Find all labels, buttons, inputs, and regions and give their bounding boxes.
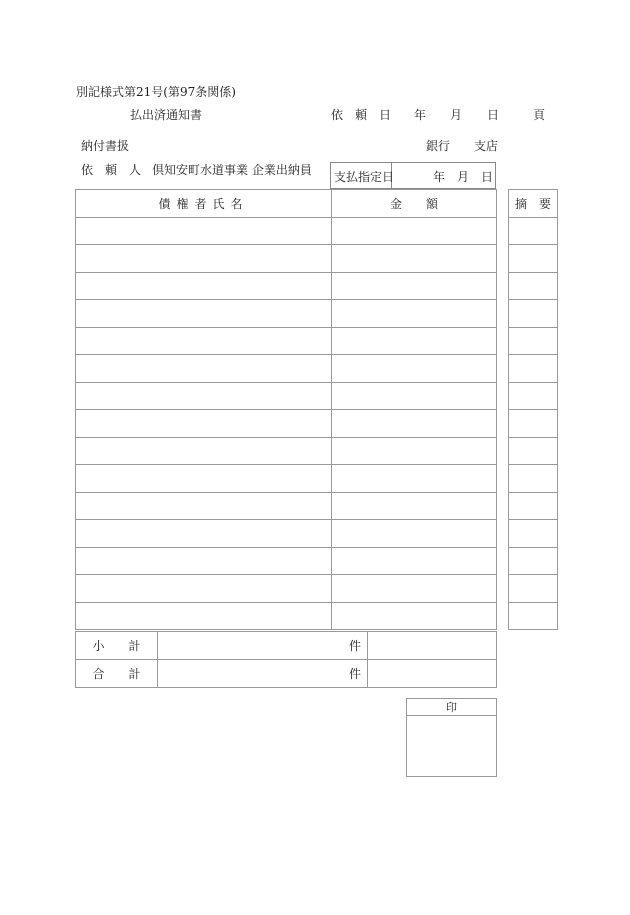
amount-cell[interactable] (332, 603, 497, 630)
summary-row (509, 438, 558, 465)
total-count-cell[interactable] (158, 660, 368, 688)
summary-row (509, 548, 558, 575)
subtotal-amount-cell[interactable] (368, 632, 497, 660)
summary-row (509, 218, 558, 245)
table-row (76, 218, 497, 245)
creditor-cell[interactable] (76, 273, 332, 300)
summary-cell[interactable] (509, 438, 558, 465)
creditor-cell[interactable] (76, 575, 332, 603)
page-label: 頁 (533, 108, 546, 122)
request-date-month: 月 (450, 108, 463, 122)
summary-row (509, 328, 558, 355)
stamp-area[interactable] (407, 716, 497, 777)
payment-date-label: 支払指定日 (334, 170, 395, 184)
total-amount-cell[interactable] (368, 660, 497, 688)
creditor-cell[interactable] (76, 355, 332, 383)
form-title: 払出済通知書 (130, 108, 203, 122)
branch-label: 支店 (474, 139, 499, 153)
summary-row (509, 355, 558, 383)
table-row (76, 328, 497, 355)
amount-cell[interactable] (332, 520, 497, 548)
creditor-cell[interactable] (76, 245, 332, 273)
request-date-label: 依 頼 日 (331, 108, 392, 122)
amount-cell[interactable] (332, 548, 497, 575)
summary-row (509, 493, 558, 520)
summary-row (509, 410, 558, 438)
bank-label: 銀行 (426, 139, 451, 153)
table-row (76, 438, 497, 465)
summary-cell[interactable] (509, 355, 558, 383)
amount-header: 金 額 (332, 190, 497, 218)
table-row (76, 493, 497, 520)
creditor-header: 債権者氏名 (76, 190, 332, 218)
table-header-row (76, 190, 497, 218)
totals-table (75, 631, 497, 688)
summary-cell[interactable] (509, 493, 558, 520)
requester-name: 倶知安町水道事業 企業出納員 (152, 163, 312, 177)
subtotal-count-unit: 件 (348, 639, 361, 653)
amount-cell[interactable] (332, 273, 497, 300)
creditor-cell[interactable] (76, 218, 332, 245)
table-row (76, 603, 497, 630)
table-row (76, 575, 497, 603)
creditor-cell[interactable] (76, 328, 332, 355)
subtotal-count-cell[interactable] (158, 632, 368, 660)
summary-row (509, 383, 558, 410)
amount-cell[interactable] (332, 575, 497, 603)
table-row (76, 465, 497, 493)
total-row (76, 660, 497, 688)
amount-cell[interactable] (332, 218, 497, 245)
amount-cell[interactable] (332, 438, 497, 465)
summary-cell[interactable] (509, 548, 558, 575)
table-row (76, 548, 497, 575)
amount-cell[interactable] (332, 245, 497, 273)
stamp-box[interactable] (406, 698, 497, 777)
amount-cell[interactable] (332, 383, 497, 410)
summary-cell[interactable] (509, 328, 558, 355)
creditor-cell[interactable] (76, 383, 332, 410)
payment-doc-label: 納付書扱 (81, 139, 130, 153)
summary-row (509, 603, 558, 630)
summary-cell[interactable] (509, 273, 558, 300)
summary-row (509, 575, 558, 603)
summary-row (509, 245, 558, 273)
creditor-cell[interactable] (76, 300, 332, 328)
summary-header: 摘 要 (509, 190, 558, 218)
summary-cell[interactable] (509, 575, 558, 603)
payment-date-year: 年 (433, 170, 446, 184)
creditor-cell[interactable] (76, 603, 332, 630)
payment-date-month: 月 (457, 170, 470, 184)
form-number: 別記様式第21号(第97条関係) (76, 85, 236, 99)
creditor-table (75, 189, 497, 630)
summary-cell[interactable] (509, 300, 558, 328)
summary-cell[interactable] (509, 465, 558, 493)
subtotal-label: 小 計 (76, 632, 158, 660)
amount-cell[interactable] (332, 410, 497, 438)
request-date-day: 日 (487, 108, 500, 122)
summary-cell[interactable] (509, 218, 558, 245)
amount-cell[interactable] (332, 355, 497, 383)
total-count-unit: 件 (348, 667, 361, 681)
creditor-cell[interactable] (76, 410, 332, 438)
table-row (76, 520, 497, 548)
summary-cell[interactable] (509, 410, 558, 438)
creditor-cell[interactable] (76, 493, 332, 520)
payment-date-day: 日 (481, 170, 494, 184)
summary-row (509, 273, 558, 300)
amount-cell[interactable] (332, 493, 497, 520)
summary-cell[interactable] (509, 245, 558, 273)
summary-header-row (509, 190, 558, 218)
creditor-cell[interactable] (76, 520, 332, 548)
summary-cell[interactable] (509, 383, 558, 410)
request-date-year: 年 (414, 108, 427, 122)
table-row (76, 273, 497, 300)
table-row (76, 355, 497, 383)
summary-table (508, 189, 558, 630)
total-label: 合 計 (76, 660, 158, 688)
requester-label: 依 頼 人 (81, 163, 142, 177)
amount-cell[interactable] (332, 300, 497, 328)
table-row (76, 245, 497, 273)
creditor-cell[interactable] (76, 438, 332, 465)
subtotal-row (76, 632, 497, 660)
summary-row (509, 465, 558, 493)
creditor-cell[interactable] (76, 548, 332, 575)
amount-cell[interactable] (332, 328, 497, 355)
summary-cell[interactable] (509, 603, 558, 630)
table-row (76, 383, 497, 410)
creditor-cell[interactable] (76, 465, 332, 493)
summary-cell[interactable] (509, 520, 558, 548)
payment-date-box[interactable] (330, 162, 496, 189)
table-row (76, 300, 497, 328)
amount-cell[interactable] (332, 465, 497, 493)
table-row (76, 410, 497, 438)
summary-row (509, 300, 558, 328)
stamp-label: 印 (407, 699, 497, 716)
summary-row (509, 520, 558, 548)
